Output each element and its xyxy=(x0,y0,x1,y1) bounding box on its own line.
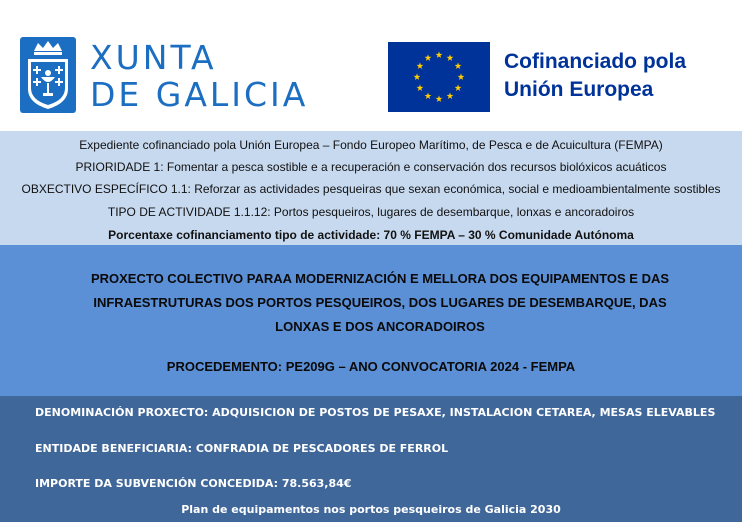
project-band xyxy=(0,245,742,396)
expediente-text: Expediente cofinanciado pola Unión Europea – Fondo Europeo Marítimo, de Pesca e de Acuicultura (FEMPA) xyxy=(79,138,663,152)
galicia-shield-icon xyxy=(20,37,76,113)
eu-cofinance-text xyxy=(504,48,686,104)
xunta-line1: XUNTA xyxy=(90,38,217,77)
logo-header xyxy=(0,0,742,131)
prioridade-text: PRIORIDADE 1: Fomentar a pesca sostible e a recuperación e conservación dos recursos biolóxicos acuáticos xyxy=(75,160,667,174)
project-title-line3: LONXAS E DOS ANCORADOIROS xyxy=(275,319,485,334)
project-title xyxy=(40,267,720,339)
xunta-logo xyxy=(20,37,309,114)
entidade-text: ENTIDADE BENEFICIARIA: CONFRADIA DE PESCADORES DE FERROL xyxy=(35,442,449,455)
eu-cofinance-logo xyxy=(388,42,718,112)
xunta-wordmark xyxy=(90,39,308,113)
footer-plan-text: Plan de equipamentos nos portos pesqueiros de Galicia 2030 xyxy=(181,503,561,516)
eu-line2: Unión Europea xyxy=(504,78,654,101)
project-title-line1: PROXECTO COLECTIVO PARAA MODERNIZACIÓN E MELLORA DOS EQUIPAMENTOS E DAS xyxy=(90,271,670,286)
project-details-band xyxy=(0,396,742,522)
funding-info-band xyxy=(0,131,742,245)
obxectivo-text: OBXECTIVO ESPECÍFICO 1.1: Reforzar as actividades pesqueiras que sexan económica, social e medioambientalmente sostibles xyxy=(21,182,721,196)
eu-line1: Cofinanciado pola xyxy=(504,50,687,73)
tipo-actividade-text: TIPO DE ACTIVIDADE 1.1.12: Portos pesqueiros, lugares de desembarque, lonxas e ancoradoiros xyxy=(107,205,635,219)
importe-text: IMPORTE DA SUBVENCIÓN CONCEDIDA: 78.563,84€ xyxy=(35,477,352,490)
procedure-text: PROCEDEMENTO: PE209G – ANO CONVOCATORIA 2024 - FEMPA xyxy=(166,359,576,374)
project-title-line2: INFRAESTRUTURAS DOS PORTOS PESQUEIROS, DOS LUGARES DE DESEMBARQUE, DAS xyxy=(93,295,667,310)
xunta-line2: DE GALICIA xyxy=(90,75,309,114)
porcentaxe-text: Porcentaxe cofinanciamento tipo de actividade: 70 % FEMPA – 30 % Comunidade Autónoma xyxy=(108,228,634,242)
denominacion-text: DENOMINACIÓN PROXECTO: ADQUISICION DE POSTOS DE PESAXE, INSTALACION CETAREA, MESAS ELEVABLES xyxy=(35,406,716,419)
eu-flag-icon xyxy=(388,42,490,112)
